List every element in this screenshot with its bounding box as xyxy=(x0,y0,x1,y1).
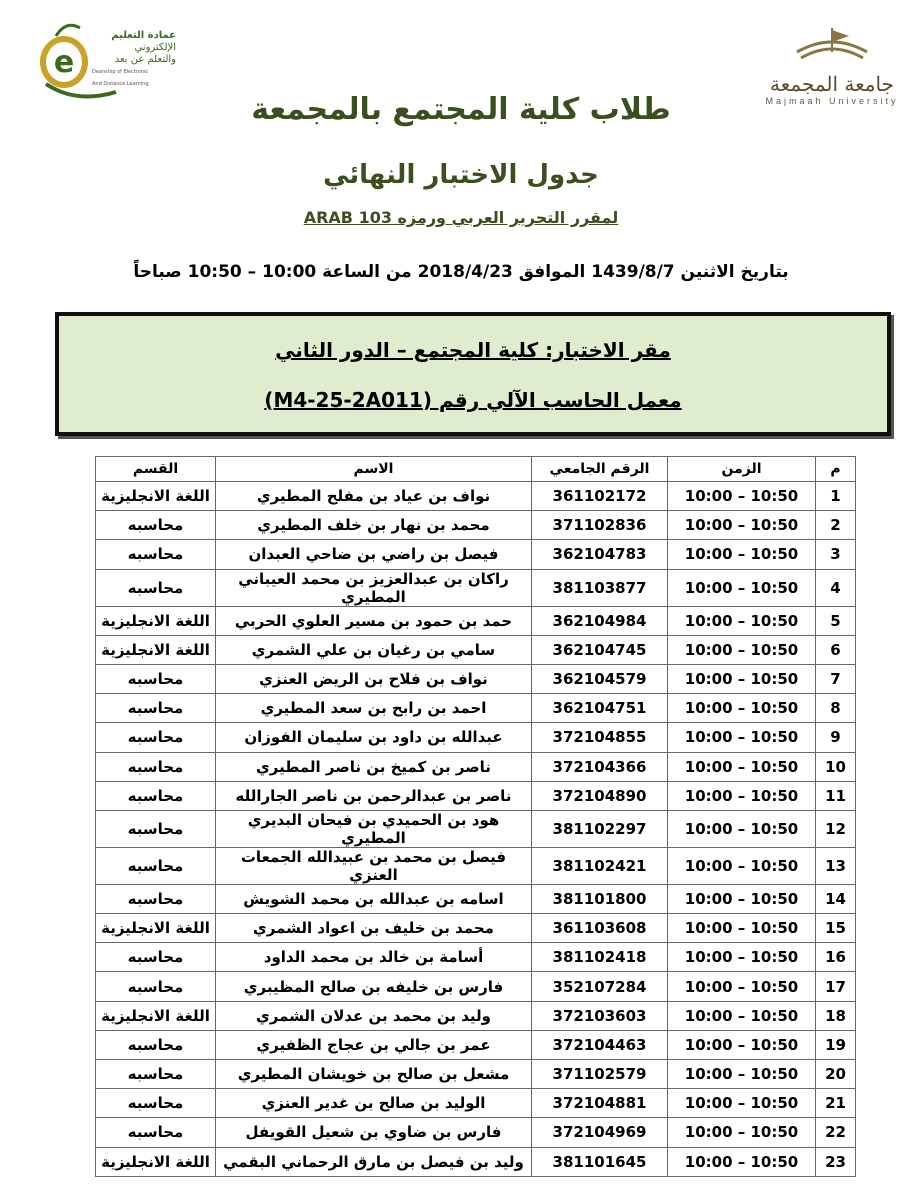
row-time: 10:00 – 10:50 xyxy=(668,1030,816,1059)
row-department: محاسبه xyxy=(96,1089,216,1118)
row-department: محاسبه xyxy=(96,1118,216,1147)
row-number: 13 xyxy=(816,847,856,884)
row-department: اللغة الانجليزية xyxy=(96,1001,216,1030)
row-student-id: 362104984 xyxy=(532,606,668,635)
row-department: اللغة الانجليزية xyxy=(96,635,216,664)
row-number: 9 xyxy=(816,723,856,752)
table-row xyxy=(96,1060,856,1089)
row-number: 20 xyxy=(816,1060,856,1089)
row-student-id: 381102418 xyxy=(532,943,668,972)
row-student-id: 381101800 xyxy=(532,884,668,913)
row-number: 21 xyxy=(816,1089,856,1118)
row-department: اللغة الانجليزية xyxy=(96,1147,216,1176)
row-student-id: 381102421 xyxy=(532,847,668,884)
row-department: محاسبه xyxy=(96,847,216,884)
row-time: 10:00 – 10:50 xyxy=(668,781,816,810)
table-row xyxy=(96,847,856,884)
row-number: 3 xyxy=(816,540,856,569)
row-student-name: محمد بن نهار بن خلف المطيري xyxy=(216,511,532,540)
row-time: 10:00 – 10:50 xyxy=(668,914,816,943)
row-time: 10:00 – 10:50 xyxy=(668,1118,816,1147)
row-student-name: ناصر بن كميخ بن ناصر المطيري xyxy=(216,752,532,781)
row-student-name: عبدالله بن داود بن سليمان الفوزان xyxy=(216,723,532,752)
row-department: محاسبه xyxy=(96,511,216,540)
row-student-id: 371102579 xyxy=(532,1060,668,1089)
row-student-id: 371102836 xyxy=(532,511,668,540)
row-time: 10:00 – 10:50 xyxy=(668,664,816,693)
table-row xyxy=(96,884,856,913)
row-student-id: 352107284 xyxy=(532,972,668,1001)
row-student-name: وليد بن فيصل بن مارق الرحماني البقمي xyxy=(216,1147,532,1176)
row-time: 10:00 – 10:50 xyxy=(668,810,816,847)
row-department: محاسبه xyxy=(96,664,216,693)
row-time: 10:00 – 10:50 xyxy=(668,694,816,723)
row-student-id: 362104783 xyxy=(532,540,668,569)
row-student-name: مشعل بن صالح بن خويشان المطيري xyxy=(216,1060,532,1089)
row-student-id: 372104463 xyxy=(532,1030,668,1059)
row-time: 10:00 – 10:50 xyxy=(668,1147,816,1176)
schedule-table xyxy=(95,456,856,1177)
row-department: محاسبه xyxy=(96,943,216,972)
row-student-name: حمد بن حمود بن مسير العلوي الحربي xyxy=(216,606,532,635)
row-number: 18 xyxy=(816,1001,856,1030)
table-row xyxy=(96,1147,856,1176)
venue-location: مقر الاختبار: كلية المجتمع – الدور الثاني xyxy=(275,338,671,362)
row-student-id: 362104751 xyxy=(532,694,668,723)
row-department: محاسبه xyxy=(96,752,216,781)
row-number: 12 xyxy=(816,810,856,847)
table-row xyxy=(96,781,856,810)
table-row xyxy=(96,1001,856,1030)
row-number: 22 xyxy=(816,1118,856,1147)
row-time: 10:00 – 10:50 xyxy=(668,752,816,781)
row-time: 10:00 – 10:50 xyxy=(668,635,816,664)
table-row xyxy=(96,943,856,972)
table-row xyxy=(96,1089,856,1118)
row-student-name: أسامة بن خالد بن محمد الداود xyxy=(216,943,532,972)
row-time: 10:00 – 10:50 xyxy=(668,511,816,540)
row-student-name: راكان بن عبدالعزيز بن محمد العيباني المطيري xyxy=(216,569,532,606)
venue-box xyxy=(55,312,891,436)
table-row xyxy=(96,511,856,540)
date-line: بتاريخ الاثنين 1439/8/7 الموافق 2018/4/23 من الساعة 10:00 – 10:50 صباحاً xyxy=(133,262,789,282)
table-row xyxy=(96,664,856,693)
row-time: 10:00 – 10:50 xyxy=(668,569,816,606)
table-row xyxy=(96,482,856,511)
header-name: الاسم xyxy=(216,457,532,482)
row-time: 10:00 – 10:50 xyxy=(668,540,816,569)
deanship-ar-line2: الإلكتروني xyxy=(134,42,176,53)
deanship-en-line2: And Distance Learning xyxy=(92,81,149,87)
row-student-id: 372104890 xyxy=(532,781,668,810)
header-dept: القسم xyxy=(96,457,216,482)
table-row xyxy=(96,810,856,847)
row-student-name: وليد بن محمد بن عدلان الشمري xyxy=(216,1001,532,1030)
row-student-id: 372104855 xyxy=(532,723,668,752)
row-time: 10:00 – 10:50 xyxy=(668,943,816,972)
row-department: محاسبه xyxy=(96,694,216,723)
row-number: 15 xyxy=(816,914,856,943)
row-student-id: 381103877 xyxy=(532,569,668,606)
row-student-id: 361103608 xyxy=(532,914,668,943)
row-department: محاسبه xyxy=(96,1030,216,1059)
table-row xyxy=(96,914,856,943)
row-time: 10:00 – 10:50 xyxy=(668,884,816,913)
table-row xyxy=(96,972,856,1001)
row-number: 16 xyxy=(816,943,856,972)
page-subtitle: جدول الاختبار النهائي xyxy=(323,160,599,190)
open-book-icon xyxy=(787,22,877,66)
row-time: 10:00 – 10:50 xyxy=(668,847,816,884)
row-student-id: 372103603 xyxy=(532,1001,668,1030)
table-header-row xyxy=(96,457,856,482)
row-student-id: 372104881 xyxy=(532,1089,668,1118)
row-number: 17 xyxy=(816,972,856,1001)
row-student-name: فارس بن خليفه بن صالح المظيبري xyxy=(216,972,532,1001)
row-number: 23 xyxy=(816,1147,856,1176)
row-time: 10:00 – 10:50 xyxy=(668,1060,816,1089)
deanship-logo xyxy=(36,14,176,104)
row-student-name: عمر بن جالي بن عجاج الظفيري xyxy=(216,1030,532,1059)
row-department: محاسبه xyxy=(96,723,216,752)
row-time: 10:00 – 10:50 xyxy=(668,482,816,511)
deanship-ar-line1: عمادة التعليم xyxy=(111,30,176,41)
table-row xyxy=(96,1118,856,1147)
row-time: 10:00 – 10:50 xyxy=(668,1089,816,1118)
row-student-id: 381101645 xyxy=(532,1147,668,1176)
row-student-name: هود بن الحميدي بن فيحان البديري المطيري xyxy=(216,810,532,847)
header-time: الزمن xyxy=(668,457,816,482)
row-student-name: نواف بن فلاح بن الريض العنزي xyxy=(216,664,532,693)
row-department: محاسبه xyxy=(96,884,216,913)
row-student-name: فارس بن ضاوي بن شعيل القويفل xyxy=(216,1118,532,1147)
row-student-id: 372104969 xyxy=(532,1118,668,1147)
table-row xyxy=(96,723,856,752)
row-department: اللغة الانجليزية xyxy=(96,606,216,635)
row-department: محاسبه xyxy=(96,810,216,847)
deanship-ar-line3: والتعلم عن بعد xyxy=(114,54,176,65)
row-student-name: سامي بن رغيان بن علي الشمري xyxy=(216,635,532,664)
row-student-name: فيصل بن محمد بن عبيدالله الجمعات العنزي xyxy=(216,847,532,884)
row-number: 1 xyxy=(816,482,856,511)
row-number: 10 xyxy=(816,752,856,781)
row-number: 2 xyxy=(816,511,856,540)
row-department: اللغة الانجليزية xyxy=(96,914,216,943)
table-row xyxy=(96,694,856,723)
university-name-ar: جامعة المجمعة xyxy=(770,72,894,96)
row-student-name: الوليد بن صالح بن غدير العنزي xyxy=(216,1089,532,1118)
row-department: اللغة الانجليزية xyxy=(96,482,216,511)
table-row xyxy=(96,540,856,569)
row-department: محاسبه xyxy=(96,569,216,606)
venue-lab: معمل الحاسب الآلي رقم (M4-25-2A011) xyxy=(264,388,682,412)
row-number: 19 xyxy=(816,1030,856,1059)
table-row xyxy=(96,1030,856,1059)
row-student-name: محمد بن خليف بن اعواد الشمري xyxy=(216,914,532,943)
page-title: طلاب كلية المجتمع بالمجمعة xyxy=(251,92,671,127)
row-student-id: 372104366 xyxy=(532,752,668,781)
row-student-id: 361102172 xyxy=(532,482,668,511)
row-time: 10:00 – 10:50 xyxy=(668,723,816,752)
row-student-id: 362104579 xyxy=(532,664,668,693)
table-row xyxy=(96,635,856,664)
row-number: 14 xyxy=(816,884,856,913)
svg-text:e: e xyxy=(53,45,75,80)
deanship-en-line1: Deanship of Electronic xyxy=(92,69,149,75)
table-row xyxy=(96,752,856,781)
course-line: لمقرر التحرير العربي ورمزه ARAB 103 xyxy=(303,208,619,227)
row-number: 6 xyxy=(816,635,856,664)
row-department: محاسبه xyxy=(96,540,216,569)
row-department: محاسبه xyxy=(96,781,216,810)
table-row xyxy=(96,569,856,606)
row-student-id: 362104745 xyxy=(532,635,668,664)
row-student-id: 381102297 xyxy=(532,810,668,847)
row-number: 11 xyxy=(816,781,856,810)
university-name-en: Majmaah University xyxy=(765,96,899,106)
table-row xyxy=(96,606,856,635)
row-number: 7 xyxy=(816,664,856,693)
row-number: 4 xyxy=(816,569,856,606)
row-number: 8 xyxy=(816,694,856,723)
header-id: الرقم الجامعي xyxy=(532,457,668,482)
row-student-name: ناصر بن عبدالرحمن بن ناصر الجارالله xyxy=(216,781,532,810)
row-student-name: نواف بن عياد بن مفلح المطيري xyxy=(216,482,532,511)
row-time: 10:00 – 10:50 xyxy=(668,606,816,635)
row-department: محاسبه xyxy=(96,1060,216,1089)
row-student-name: احمد بن رابح بن سعد المطيري xyxy=(216,694,532,723)
row-time: 10:00 – 10:50 xyxy=(668,1001,816,1030)
row-department: محاسبه xyxy=(96,972,216,1001)
row-number: 5 xyxy=(816,606,856,635)
row-student-name: فيصل بن راضي بن ضاحي العبدان xyxy=(216,540,532,569)
header-no: م xyxy=(816,457,856,482)
row-time: 10:00 – 10:50 xyxy=(668,972,816,1001)
row-student-name: اسامه بن عبدالله بن محمد الشويش xyxy=(216,884,532,913)
